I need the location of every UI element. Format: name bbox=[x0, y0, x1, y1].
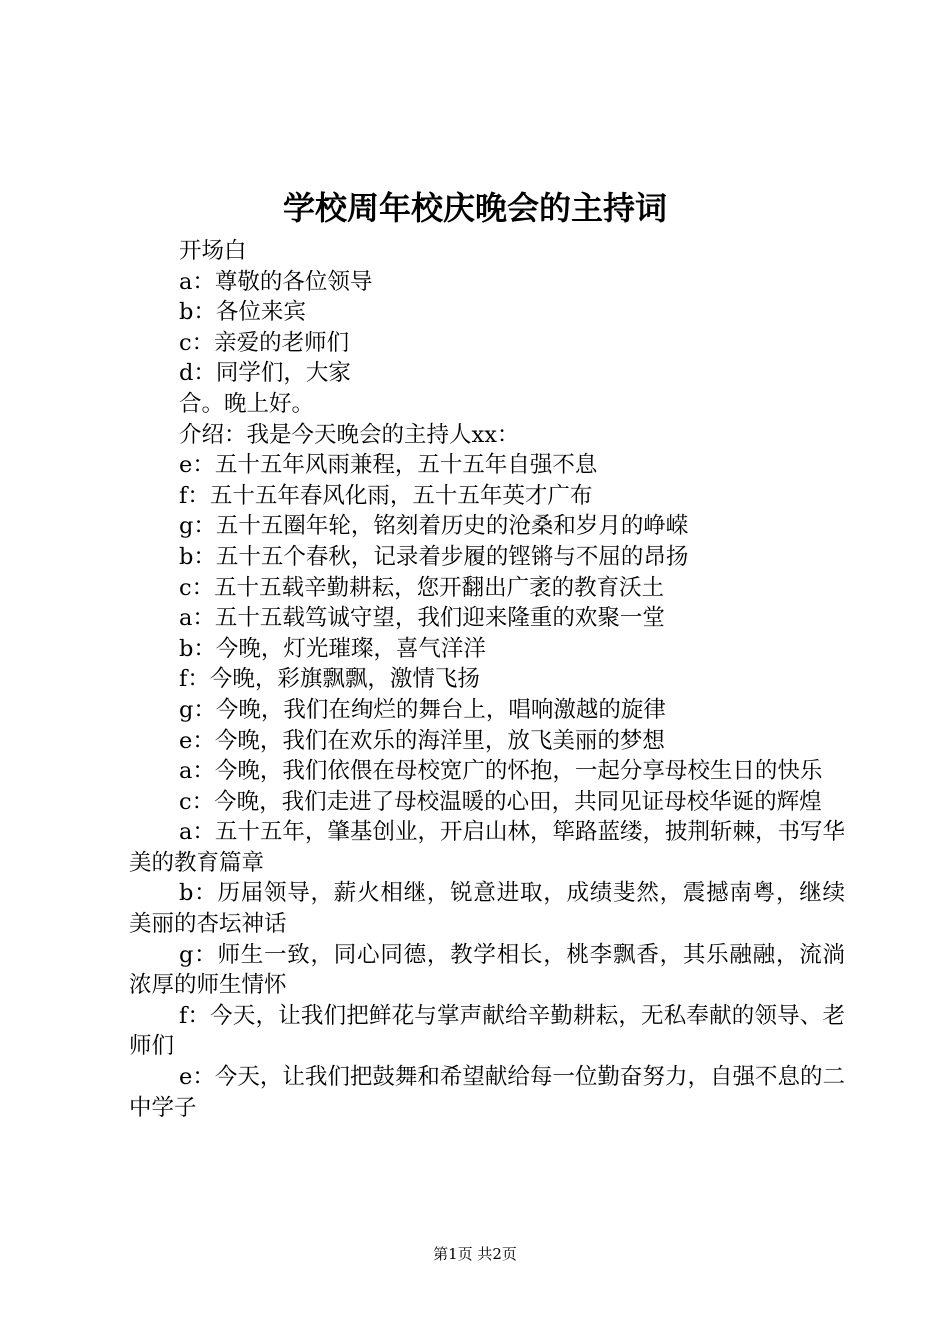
paragraph: b：今晚，灯光璀璨，喜气洋洋 bbox=[179, 635, 486, 662]
paragraph: f：五十五年春风化雨，五十五年英才广布 bbox=[179, 482, 593, 509]
page-footer: 第1页 共2页 bbox=[433, 1245, 517, 1263]
paragraph: e：今晚，我们在欢乐的海洋里，放飞美丽的梦想 bbox=[179, 727, 665, 754]
paragraph: d：同学们，大家 bbox=[179, 360, 351, 387]
paragraph: e：今天，让我们把鼓舞和希望献给每一位勤奋努力，自强不息的二中学子 bbox=[129, 1064, 845, 1121]
paragraph: c：亲爱的老师们 bbox=[179, 329, 350, 356]
paragraph: f：今天，让我们把鲜花与掌声献给辛勤耕耘，无私奉献的领导、老师们 bbox=[129, 1002, 845, 1060]
paragraph: b：历届领导，薪火相继，锐意进取，成绩斐然，震撼南粤，继续美丽的杏坛神话 bbox=[129, 880, 845, 938]
paragraph: e：五十五年风雨兼程，五十五年自强不息 bbox=[179, 452, 598, 479]
paragraph: c：今晚，我们走进了母校温暖的心田，共同见证母校华诞的辉煌 bbox=[179, 788, 822, 815]
paragraph: g：今晚，我们在绚烂的舞台上，唱响激越的旋律 bbox=[179, 696, 666, 723]
paragraph: c：五十五载辛勤耕耘，您开翻出广袤的教育沃土 bbox=[179, 574, 665, 601]
paragraph: a：今晚，我们依偎在母校宽广的怀抱，一起分享母校生日的快乐 bbox=[179, 758, 823, 785]
paragraph: 开场白 bbox=[179, 238, 247, 264]
document-body bbox=[129, 236, 845, 1123]
paragraph: 介绍：我是今天晚会的主持人xx： bbox=[179, 421, 520, 448]
document-title: 学校周年校庆晚会的主持词 bbox=[282, 189, 667, 227]
paragraph: a：尊敬的各位领导 bbox=[179, 268, 373, 295]
paragraph: a：五十五年，肇基创业，开启山林，筚路蓝缕，披荆斩棘，书写华美的教育篇章 bbox=[129, 819, 845, 876]
paragraph: b：五十五个春秋，记录着步履的铿锵与不屈的昂扬 bbox=[179, 543, 689, 570]
paragraph: g：五十五圈年轮，铭刻着历史的沧桑和岁月的峥嵘 bbox=[179, 513, 689, 540]
paragraph: f：今晚，彩旗飘飘，激情飞扬 bbox=[179, 666, 480, 693]
paragraph: 合。晚上好。 bbox=[179, 390, 315, 417]
paragraph: g：师生一致，同心同德，教学相长，桃李飘香，其乐融融，流淌浓厚的师生情怀 bbox=[129, 941, 845, 999]
paragraph: b：各位来宾 bbox=[179, 299, 306, 326]
paragraph: a：五十五载笃诚守望，我们迎来隆重的欢聚一堂 bbox=[179, 605, 665, 632]
